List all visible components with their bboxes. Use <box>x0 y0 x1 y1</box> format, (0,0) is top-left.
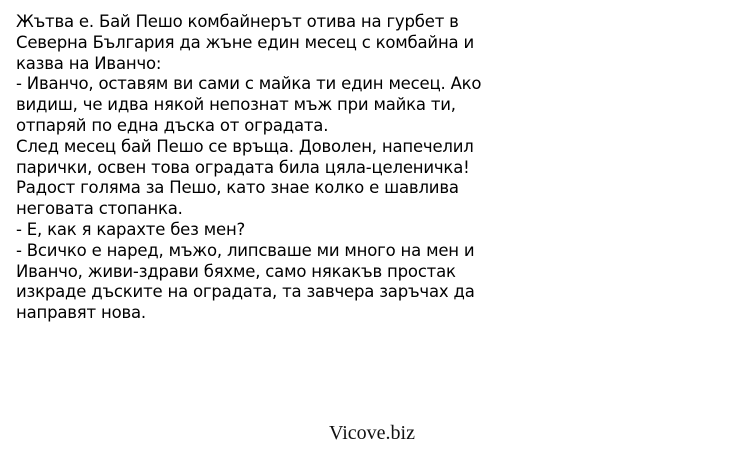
joke-line: казва на Иванчо: <box>16 53 162 73</box>
joke-line: Радост голяма за Пешо, като знае колко е шавлива <box>16 178 459 198</box>
site-watermark: Vicove.biz <box>329 422 415 444</box>
joke-line: изкраде дъските на оградата, та завчера заръчах да <box>16 282 475 302</box>
joke-line: - Иванчо, оставям ви сами с майка ти един месец. Ако <box>16 74 482 94</box>
joke-line: Северна България да жъне един месец с комбайна и <box>16 32 475 52</box>
joke-line: След месец бай Пешо се връща. Доволен, напечелил <box>16 136 474 156</box>
joke-text <box>16 12 736 324</box>
joke-line: направят нова. <box>16 303 146 323</box>
joke-line: видиш, че идва някой непознат мъж при майка ти, <box>16 95 456 115</box>
joke-line: парички, освен това оградата била цяла-целеничка! <box>16 157 470 177</box>
joke-line: неговата стопанка. <box>16 199 183 219</box>
joke-line: Жътва е. Бай Пешо комбайнерът отива на гурбет в <box>16 12 459 31</box>
joke-line: - Е, как я карахте без мен? <box>16 219 246 239</box>
joke-line: Иванчо, живи-здрави бяхме, само някакъв простак <box>16 261 456 281</box>
joke-line: отпаряй по една дъска от оградата. <box>16 115 329 135</box>
joke-line: - Всичко е наред, мъжо, липсваше ми много на мен и <box>16 240 475 260</box>
